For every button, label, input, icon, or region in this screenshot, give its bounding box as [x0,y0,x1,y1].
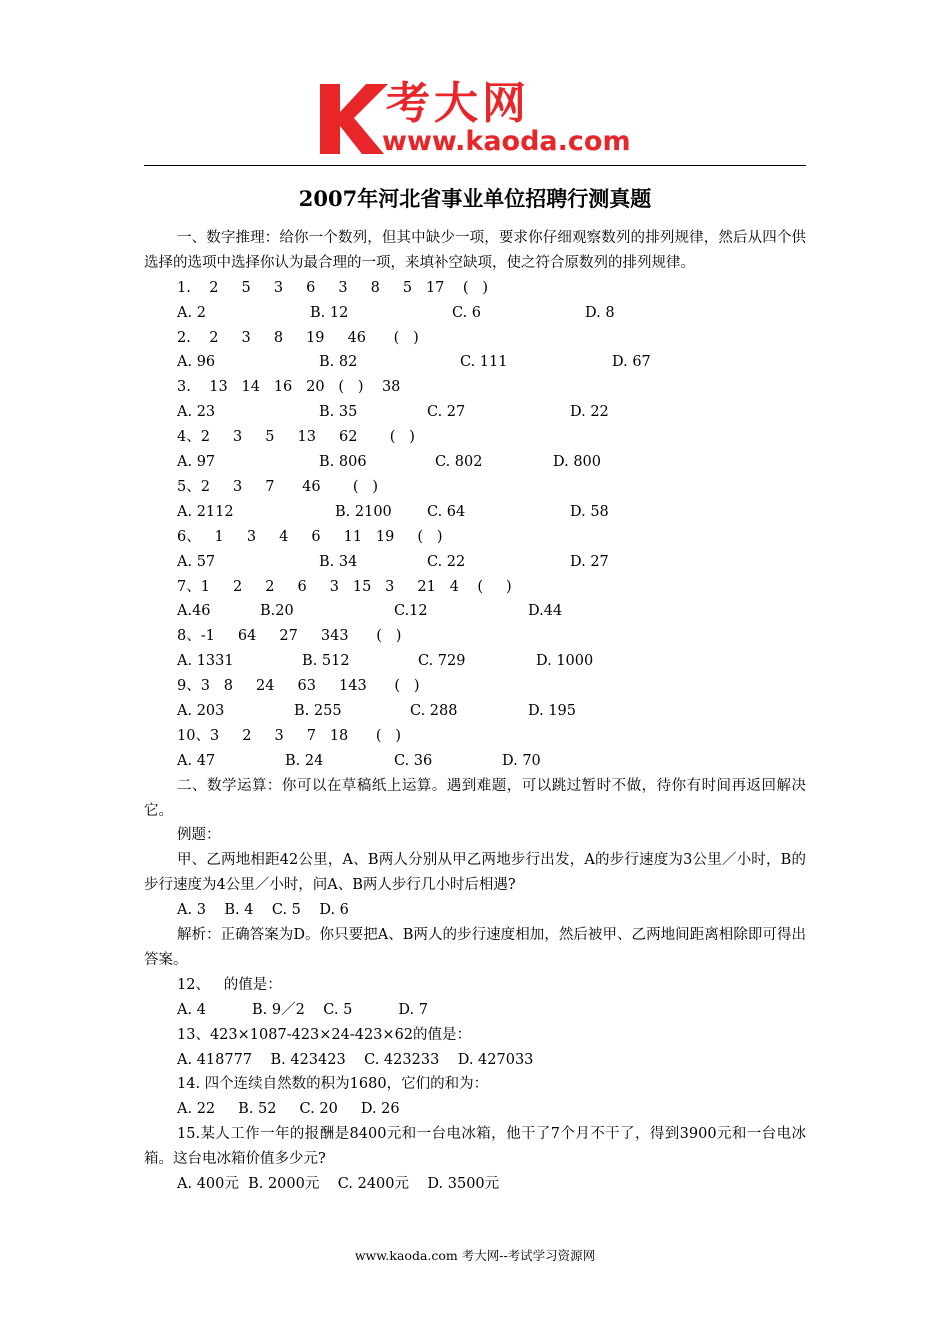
question-row [144,624,806,649]
answer-option: A. 57 [177,553,216,570]
example-text: 甲、乙两地相距42公里，A、B两人分别从甲乙两地步行出发，A的步行速度为3公里／小时，B的步行速度为4公里／小时，问A、B两人步行几小时后相遇? [144,852,806,894]
page-footer: www.kaoda.com 考大网--考试学习资源网 [354,1248,596,1263]
question-text: 5、2 3 7 46 ( ) [177,478,379,495]
question-14: 14. 四个连续自然数的积为1680，它们的和为： [177,1076,489,1093]
question-row [144,375,806,400]
example-analysis: 解析：正确答案为D。你只要把A、B两人的步行速度相加，然后被甲、乙两地间距离相除即可得出答案。 [144,927,806,968]
question-row [144,575,806,600]
question-list [144,276,806,774]
answer-option: C. 64 [427,503,466,520]
logo-url: www.kaoda.com [382,126,631,157]
answer-option: B. 34 [319,553,358,570]
k-logo-icon [318,82,390,156]
answer-option: C. 288 [410,702,458,719]
answer-option: B. 24 [285,752,324,769]
option-row [144,350,806,375]
answer-option: A. 97 [177,454,216,471]
answer-option: B. 35 [319,404,358,421]
question-13-options: A. 418777 B. 423423 C. 423233 D. 427033 [177,1051,534,1068]
question-12: 12、 的值是： [177,976,282,993]
answer-option: C. 22 [427,553,466,570]
answer-option: D. 1000 [536,653,594,670]
option-row [144,699,806,724]
answer-option: C. 111 [460,354,508,371]
option-row [144,599,806,624]
option-row [144,500,806,525]
option-row [144,749,806,774]
question-text: 8、-1 64 27 343 ( ) [177,628,402,645]
answer-option: A. 203 [177,702,225,719]
question-text: 9、3 8 24 63 143 ( ) [177,678,420,695]
question-row [144,724,806,749]
answer-option: D. 70 [502,752,541,769]
question-row [144,326,806,351]
answer-option: D. 27 [570,553,609,570]
answer-option: D. 8 [585,304,615,321]
answer-option: D. 58 [570,503,609,520]
question-text: 4、2 3 5 13 62 ( ) [177,429,415,446]
answer-option: A. 47 [177,752,216,769]
question-text: 3. 13 14 16 20 ( ) 38 [177,379,401,396]
answer-option: B. 12 [310,304,349,321]
answer-option: B.20 [260,603,294,620]
question-text: 7、1 2 2 6 3 15 3 21 4 ( ) [177,578,512,595]
option-row [144,550,806,575]
question-text: 1. 2 5 3 6 3 8 5 17 ( ) [177,279,488,296]
answer-option: C.12 [394,603,428,620]
header-divider [144,165,806,166]
option-row [144,400,806,425]
question-row [144,475,806,500]
question-13: 13、423×1087-423×24-423×62的值是： [177,1026,472,1043]
answer-option: B. 255 [294,702,342,719]
answer-option: B. 2100 [335,503,392,520]
question-15: 15.某人工作一年的报酬是8400元和一台电冰箱，他干了7个月不干了，得到3900元和一台电冰箱。这台电冰箱价值多少元? [144,1126,806,1168]
question-14-options: A. 22 B. 52 C. 20 D. 26 [177,1101,400,1118]
section1-intro: 一、数字推理：给你一个数列，但其中缺少一项，要求你仔细观察数列的排列规律，然后从四个供选择的选项中选择你认为最合理的一项，来填补空缺项，使之符合原数列的排列规律。 [144,230,806,271]
section2-intro: 二、数学运算：你可以在草稿纸上运算。遇到难题，可以跳过暂时不做，待你有时间再返回解决它。 [144,777,806,819]
answer-option: A. 2112 [177,503,234,520]
answer-option: B. 512 [302,653,350,670]
answer-option: B. 82 [319,354,358,371]
answer-option: C. 36 [394,752,433,769]
question-text: 6、 1 3 4 6 11 19 ( ) [177,528,443,545]
answer-option: A. 23 [177,404,216,421]
answer-option: A. 96 [177,354,216,371]
question-row [144,425,806,450]
answer-option: C. 6 [452,304,482,321]
answer-option: A. 2 [177,304,206,321]
answer-option: D.44 [528,603,563,620]
answer-option: A. 1331 [177,653,234,670]
page-title: 2007年河北省事业单位招聘行测真题 [298,186,652,211]
question-12-options: A. 4 B. 9／2 C. 5 D. 7 [177,1001,428,1018]
answer-option: C. 802 [435,454,483,471]
example-options: A. 3 B. 4 C. 5 D. 6 [177,902,349,919]
answer-option: B. 806 [319,454,367,471]
option-row [144,301,806,326]
answer-option: C. 27 [427,404,466,421]
answer-option: A.46 [177,603,211,620]
answer-option: C. 729 [418,653,466,670]
example-label: 例题： [177,827,221,844]
question-row [144,525,806,550]
option-row [144,649,806,674]
logo-name: 考大网 [386,78,530,129]
question-row [144,276,806,301]
question-text: 10、3 2 3 7 18 ( ) [177,727,402,744]
option-row [144,450,806,475]
question-row [144,674,806,699]
answer-option: D. 67 [612,354,651,371]
question-15-options: A. 400元 B. 2000元 C. 2400元 D. 3500元 [177,1176,500,1193]
question-text: 2. 2 3 8 19 46 ( ) [177,329,419,346]
kaoda-logo [318,78,638,158]
document-body [144,226,806,1197]
answer-option: D. 195 [528,702,577,719]
answer-option: D. 800 [553,454,602,471]
answer-option: D. 22 [570,404,609,421]
